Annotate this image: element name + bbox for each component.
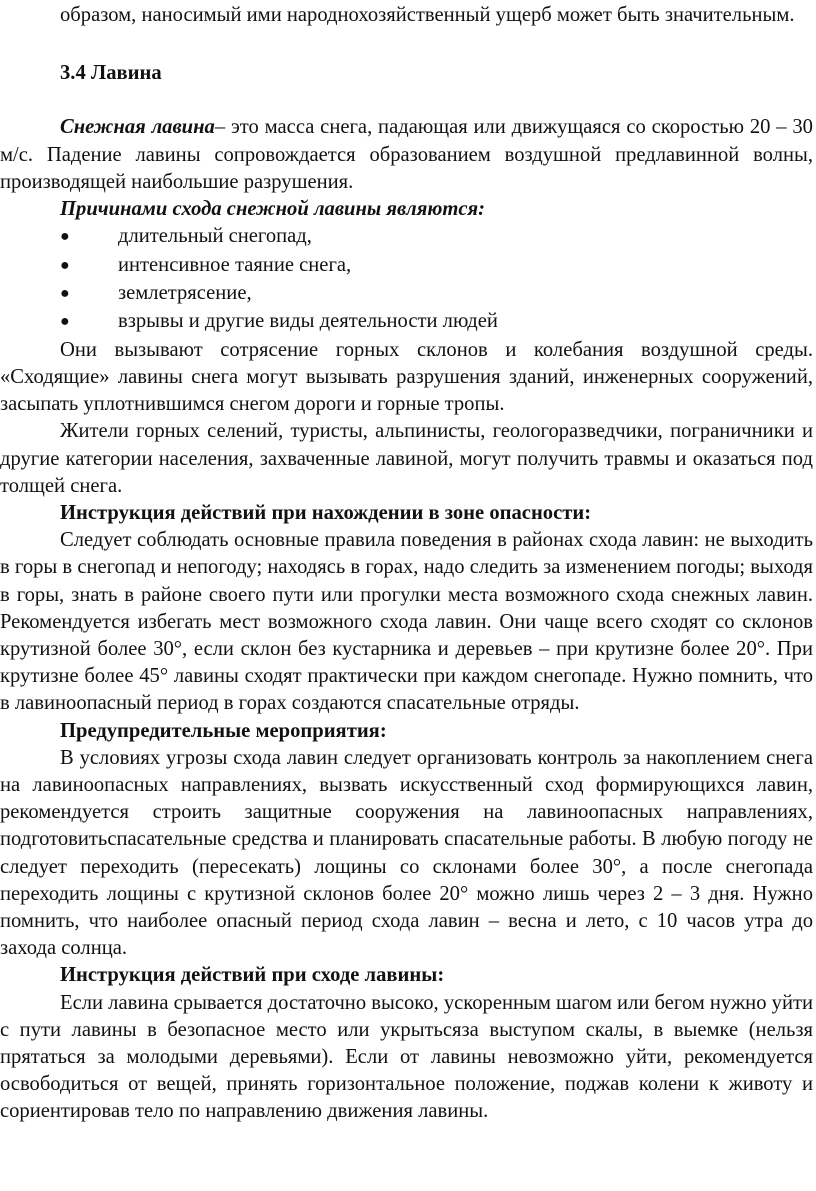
- danger-paragraph: Следует соблюдать основные правила поведения в районах схода лавин: не выходить в горы в снегопад и непогоду; находясь в горах, надо следить за изменением погоды; выходя в горы, знать в районе своего пути или прогулки места возможного схода снежных лавин. Рекомендуется избегать мест возможного схода лавин. Они чаще всего сходят со склонов крутизной более 30°, если склон без кустарника и деревьев – при крутизне более 20°. При крутизне более 45° лавины сходят практически при каждом снегопаде. Нужно помнить, что в лавиноопасный период в горах создаются спасательные отряды.: [0, 529, 813, 715]
- causes-heading: Причинами схода снежной лавины являются:: [60, 198, 485, 221]
- prevent-heading: Предупредительные мероприятия:: [60, 719, 387, 742]
- list-item: [0, 280, 813, 308]
- section-title: 3.4 Лавина: [60, 62, 162, 85]
- list-item: [0, 223, 813, 251]
- effects-paragraph: Они вызывают сотрясение горных склонов и колебания воздушной среды. «Сходящие» лавины снега могут вызывать разрушения зданий, инженерных сооружений, засыпать уплотнившимся снегом дороги и горные тропы.: [0, 338, 813, 416]
- bullet-icon: ●: [60, 313, 70, 331]
- intro-paragraph: образом, наносимый ими народнохозяйственный ущерб может быть значительным.: [60, 4, 795, 26]
- bullet-icon: ●: [60, 285, 70, 302]
- definition-term: Снежная лавина: [60, 116, 215, 139]
- during-paragraph: Если лавина срывается достаточно высоко, ускоренным шагом или бегом нужно уйти с пути лавины в безопасное место или укрытьсяза выступом скалы, в выемке (нельзя прятаться за молодыми деревьями). Если от лавины невозможно уйти, рекомендуется освободиться от вещей, принять горизонтальное положение, поджав колени к животу и сориентировав тело по направлению движения лавины.: [0, 991, 813, 1123]
- bullet-icon: ●: [60, 228, 70, 246]
- prevent-paragraph: В условиях угрозы схода лавин следует организовать контроль за накоплением снега на лавиноопасных направлениях, вызвать искусственный сход формирующихся лавин, рекомендуется строить защитные сооружения на лавиноопасных направлениях, подготовитьспасательные средства и планировать спасательные работы. В любую погоду не следует переходить (пересекать) лощины со склонами более 30°, а после снегопада переходить лощины с крутизной склонов более 20° можно лишь через 2 – 3 дня. Нужно помнить, что наиболее опасный период схода лавин – весна и лето, с 10 часов утра до захода солнца.: [0, 746, 813, 960]
- list-item: [0, 308, 813, 336]
- people-paragraph: Жители горных селений, туристы, альпинисты, геологоразведчики, пограничники и другие категории населения, захваченные лавиной, могут получить травмы и оказаться под толщей снега.: [0, 420, 813, 497]
- list-item-text: землетрясение,: [118, 282, 252, 304]
- during-heading: Инструкция действий при сходе лавины:: [60, 964, 445, 987]
- definition-paragraph: [0, 114, 813, 196]
- bullet-icon: ●: [60, 256, 70, 274]
- list-item-text: длительный снегопад,: [118, 225, 312, 248]
- definition-text: – это масса снега, падающая или движущаяся со скоростью 20 – 30 м/с. Падение лавины сопровождается образованием воздушной предлавинной волны, производящей наибольшие разрушения.: [0, 116, 813, 193]
- causes-list: [0, 223, 813, 337]
- list-item: [0, 252, 813, 280]
- list-item-text: интенсивное таяние снега,: [118, 253, 352, 276]
- list-item-text: взрывы и другие виды деятельности людей: [118, 310, 498, 333]
- danger-heading: Инструкция действий при нахождении в зоне опасности:: [60, 502, 592, 524]
